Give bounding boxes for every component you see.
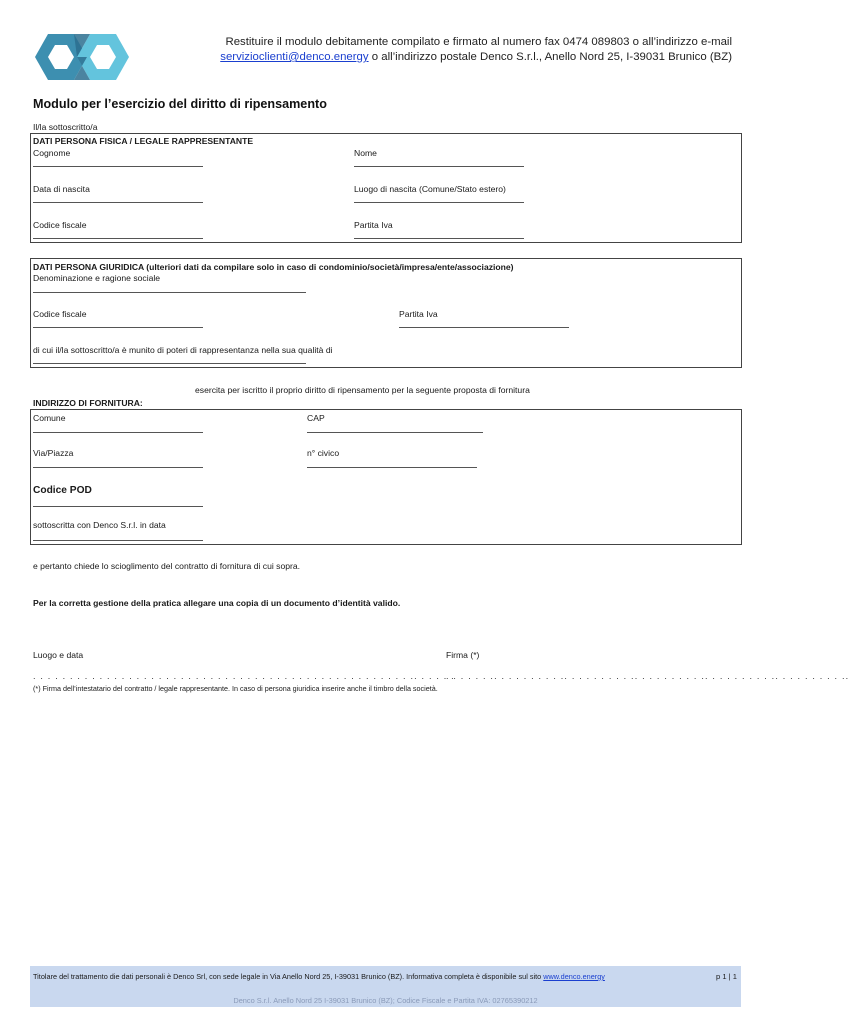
cap-label: CAP	[307, 413, 325, 423]
sottoscritta-date-field[interactable]	[33, 540, 203, 541]
codice-fiscale-field[interactable]	[33, 238, 203, 239]
company-info: Denco S.r.l. Anello Nord 25 I-39031 Brunico (BZ); Codice Fiscale e Partita IVA: 02765390212	[233, 996, 538, 1005]
exercise-statement: esercita per iscritto il proprio diritto di ripensamento per la seguente proposta di fornitura	[195, 385, 530, 395]
civico-field[interactable]	[307, 467, 477, 468]
comune-label: Comune	[33, 413, 66, 423]
nome-label: Nome	[354, 148, 377, 158]
persona-fisica-heading: DATI PERSONA FISICA / LEGALE RAPPRESENTANTE	[33, 136, 254, 146]
poteri-field[interactable]	[33, 363, 306, 364]
pg-codice-fiscale-field[interactable]	[33, 327, 203, 328]
undersigned-label: Il/la sottoscritto/a	[33, 122, 98, 132]
page-title: Modulo per l’esercizio del diritto di ripensamento	[33, 97, 327, 111]
cognome-field[interactable]	[33, 166, 203, 167]
poteri-label: di cui il/la sottoscritto/a è munito di poteri di rappresentanza nella sua qualità di	[33, 345, 333, 355]
luogo-data-field[interactable]: . . . . . . . . . . . . . . . . . . . . . . . . . . . . . . . . . . . . . . . . . . . . . . . . . . . .. . . . . .	[33, 671, 455, 681]
via-field[interactable]	[33, 467, 203, 468]
sottoscritta-label: sottoscritta con Denco S.r.l. in data	[33, 520, 166, 530]
via-label: Via/Piazza	[33, 448, 74, 458]
codice-pod-label: Codice POD	[33, 485, 92, 496]
comune-field[interactable]	[33, 432, 203, 433]
pg-partita-iva-label: Partita Iva	[399, 309, 438, 319]
pg-partita-iva-field[interactable]	[399, 327, 569, 328]
cognome-label: Cognome	[33, 148, 71, 158]
page-number: p 1 | 1	[716, 972, 737, 981]
postal-address: o all’indirizzo postale Denco S.r.l., Anello Nord 25, I-39031 Brunico (BZ)	[368, 51, 732, 63]
pg-codice-fiscale-label: Codice fiscale	[33, 309, 87, 319]
luogo-nascita-field[interactable]	[354, 202, 524, 203]
header-line-2	[172, 50, 732, 65]
header-instructions	[172, 35, 732, 65]
partita-iva-field[interactable]	[354, 238, 524, 239]
request-statement: e pertanto chiede lo scioglimento del contratto di fornitura di cui sopra.	[33, 561, 301, 571]
cap-field[interactable]	[307, 432, 483, 433]
denco-logo	[33, 31, 131, 83]
id-document-note: Per la corretta gestione della pratica allegare una copia di un documento d’identità valido.	[33, 598, 401, 608]
partita-iva-label: Partita Iva	[354, 220, 393, 230]
luogo-data-label: Luogo e data	[33, 650, 84, 660]
luogo-nascita-label: Luogo di nascita (Comune/Stato estero)	[354, 184, 506, 194]
firma-label: Firma (*)	[446, 650, 480, 660]
codice-pod-field[interactable]	[33, 506, 203, 507]
data-nascita-label: Data di nascita	[33, 184, 90, 194]
footnote: (*) Firma dell’intestatario del contratto / legale rappresentante. In caso di persona giuridica inserire anche il timbro della società.	[33, 684, 438, 693]
data-nascita-field[interactable]	[33, 202, 203, 203]
footer	[30, 966, 741, 1007]
email-link[interactable]: servizioclienti@denco.energy	[220, 51, 369, 63]
civico-label: n° civico	[307, 448, 340, 458]
persona-giuridica-heading: DATI PERSONA GIURIDICA (ulteriori dati da compilare solo in caso di condominio/società/impresa/ente/associazione)	[33, 262, 514, 272]
header-line-1: Restituire il modulo debitamente compilato e firmato al numero fax 0474 089803 o all’indirizzo e-mail	[225, 36, 732, 48]
codice-fiscale-label: Codice fiscale	[33, 220, 87, 230]
privacy-notice	[33, 972, 605, 981]
privacy-text: Titolare del trattamento die dati personali è Denco Srl, con sede legale in Via Anello Nord 25, I-39031 Brunico (BZ). Informativa completa è disponibile sul sito	[33, 972, 544, 981]
firma-field[interactable]: . . . . . . .. . . . . . . . . .. . . . . . . . . .. . . . . . . . . .. . . . . . . . . .. . . . . . . . . ..	[446, 671, 849, 681]
website-link[interactable]: www.denco.energy	[543, 972, 605, 981]
nome-field[interactable]	[354, 166, 524, 167]
denominazione-field[interactable]	[33, 292, 306, 293]
denominazione-label: Denominazione e ragione sociale	[33, 273, 161, 283]
fornitura-heading: INDIRIZZO DI FORNITURA:	[33, 398, 143, 408]
